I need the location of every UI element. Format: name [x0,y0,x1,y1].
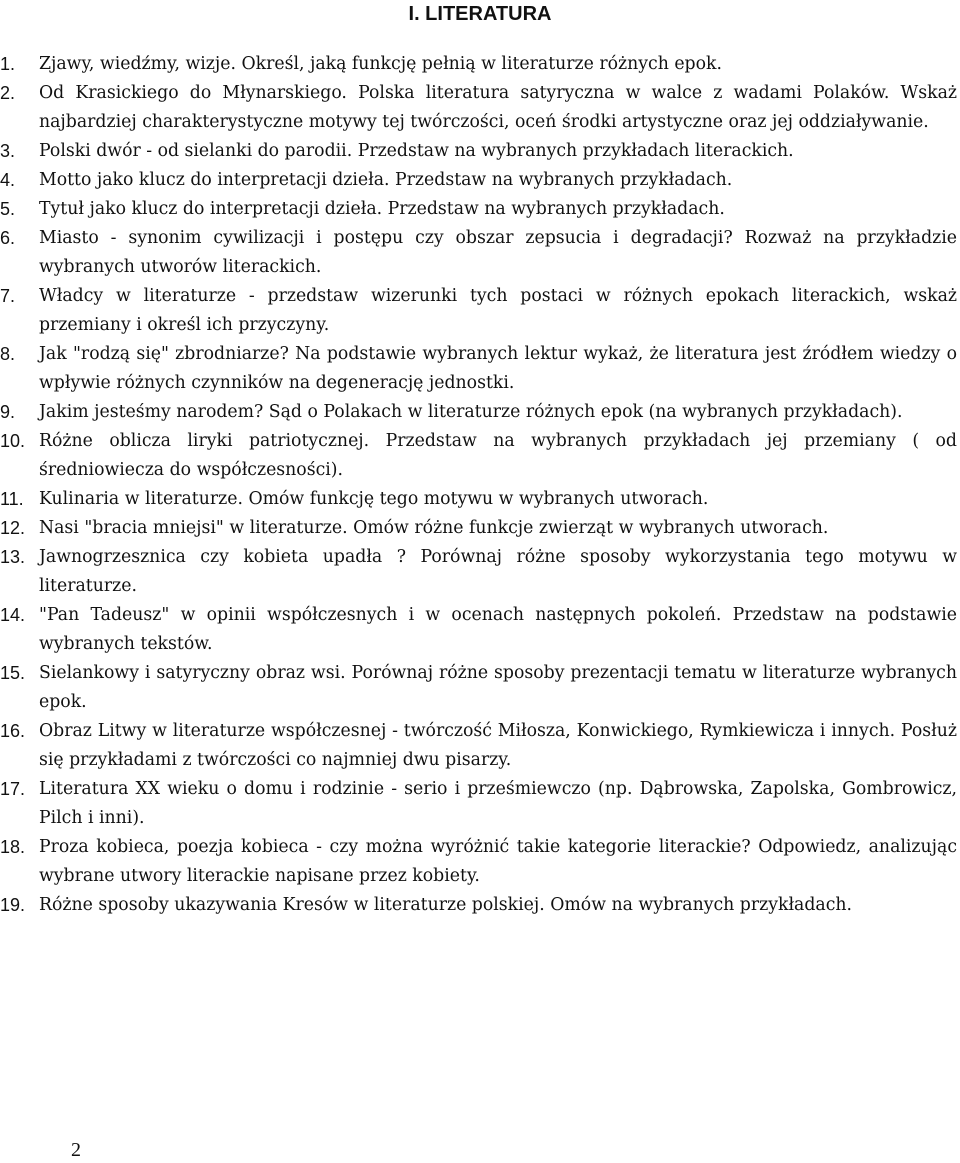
item-number: 10. [0,431,26,451]
item-text: Miasto - synonim cywilizacji i postępu czy obszar zepsucia i degradacji? Rozważ na przykładzie wybranych utworów literackich. [39,228,957,277]
item-text: Motto jako klucz do interpretacji dzieła. Przedstaw na wybranych przykładach. [39,170,733,190]
item-number: 7. [0,286,16,306]
item-number: 11. [0,489,24,509]
item-text: Różne oblicza liryki patriotycznej. Przedstaw na wybranych przykładach jej przemiany ( od średniowiecza do współczesności). [39,431,957,480]
item-text: Proza kobieca, poezja kobieca - czy można wyróżnić takie kategorie literackie? Odpowiedz, analizując wybrane utwory literackie napisane przez kobiety. [39,837,957,886]
item-number: 2. [0,83,16,103]
item-text: Jawnogrzesznica czy kobieta upadła ? Porównaj różne sposoby wykorzystania tego motywu w literaturze. [39,547,957,596]
list-item [0,717,960,775]
item-text: Władcy w literaturze - przedstaw wizerunki tych postaci w różnych epokach literackich, wskaż przemiany i określ ich przyczyny. [39,286,957,335]
list-item [0,833,960,891]
list-item [0,659,960,717]
list-item [0,891,960,920]
item-text: Polski dwór - od sielanki do parodii. Przedstaw na wybranych przykładach literackich. [39,141,794,161]
item-text: "Pan Tadeusz" w opinii współczesnych i w ocenach następnych pokoleń. Przedstaw na podstawie wybranych tekstów. [39,605,957,654]
list-item [0,543,960,601]
item-number: 5. [0,199,16,219]
item-text: Zjawy, wiedźmy, wizje. Określ, jaką funkcję pełnią w literaturze różnych epok. [39,54,722,74]
item-number: 1. [0,54,16,74]
item-number: 17. [0,779,26,799]
list-item [0,775,960,833]
item-number: 9. [0,402,16,422]
list-item [0,166,960,195]
item-text: Różne sposoby ukazywania Kresów w literaturze polskiej. Omów na wybranych przykładach. [39,895,853,915]
item-number: 12. [0,518,26,538]
item-number: 6. [0,228,16,248]
item-number: 4. [0,170,16,190]
list-item [0,195,960,224]
item-number: 14. [0,605,26,625]
list-item [0,224,960,282]
list-item [0,79,960,137]
item-text: Kulinaria w literaturze. Omów funkcję tego motywu w wybranych utworach. [39,489,709,509]
topic-list [0,50,960,920]
item-text: Obraz Litwy w literaturze współczesnej - twórczość Miłosza, Konwickiego, Rymkiewicza i innych. Posłuż się przykładami z twórczości co najmniej dwu pisarzy. [39,721,957,770]
item-number: 13. [0,547,26,567]
item-number: 8. [0,344,16,364]
list-item [0,427,960,485]
item-number: 3. [0,141,16,161]
item-text: Jak "rodzą się" zbrodniarze? Na podstawie wybranych lektur wykaż, że literatura jest źródłem wiedzy o wpływie różnych czynników na degenerację jednostki. [39,344,957,393]
item-number: 18. [0,837,26,857]
page-number: 2 [71,1139,81,1161]
list-item [0,514,960,543]
item-text: Sielankowy i satyryczny obraz wsi. Porównaj różne sposoby prezentacji tematu w literaturze wybranych epok. [39,663,957,712]
item-number: 16. [0,721,26,741]
page-title: I. LITERATURA [408,3,552,25]
list-item [0,282,960,340]
item-text: Literatura XX wieku o domu i rodzinie - serio i prześmiewczo (np. Dąbrowska, Zapolska, Gombrowicz, Pilch i inni). [39,779,957,828]
item-text: Od Krasickiego do Młynarskiego. Polska literatura satyryczna w walce z wadami Polaków. Wskaż najbardziej charakterystyczne motywy tej twórczości, oceń środki artystyczne oraz jej oddziaływanie. [39,83,957,132]
item-text: Jakim jesteśmy narodem? Sąd o Polakach w literaturze różnych epok (na wybranych przykładach). [39,402,903,422]
list-item [0,601,960,659]
item-text: Tytuł jako klucz do interpretacji dzieła. Przedstaw na wybranych przykładach. [39,199,725,219]
list-item [0,137,960,166]
list-item [0,340,960,398]
item-text: Nasi "bracia mniejsi" w literaturze. Omów różne funkcje zwierząt w wybranych utworach. [39,518,829,538]
list-item [0,485,960,514]
list-item [0,398,960,427]
item-number: 15. [0,663,26,683]
item-number: 19. [0,895,26,915]
list-item [0,50,960,79]
